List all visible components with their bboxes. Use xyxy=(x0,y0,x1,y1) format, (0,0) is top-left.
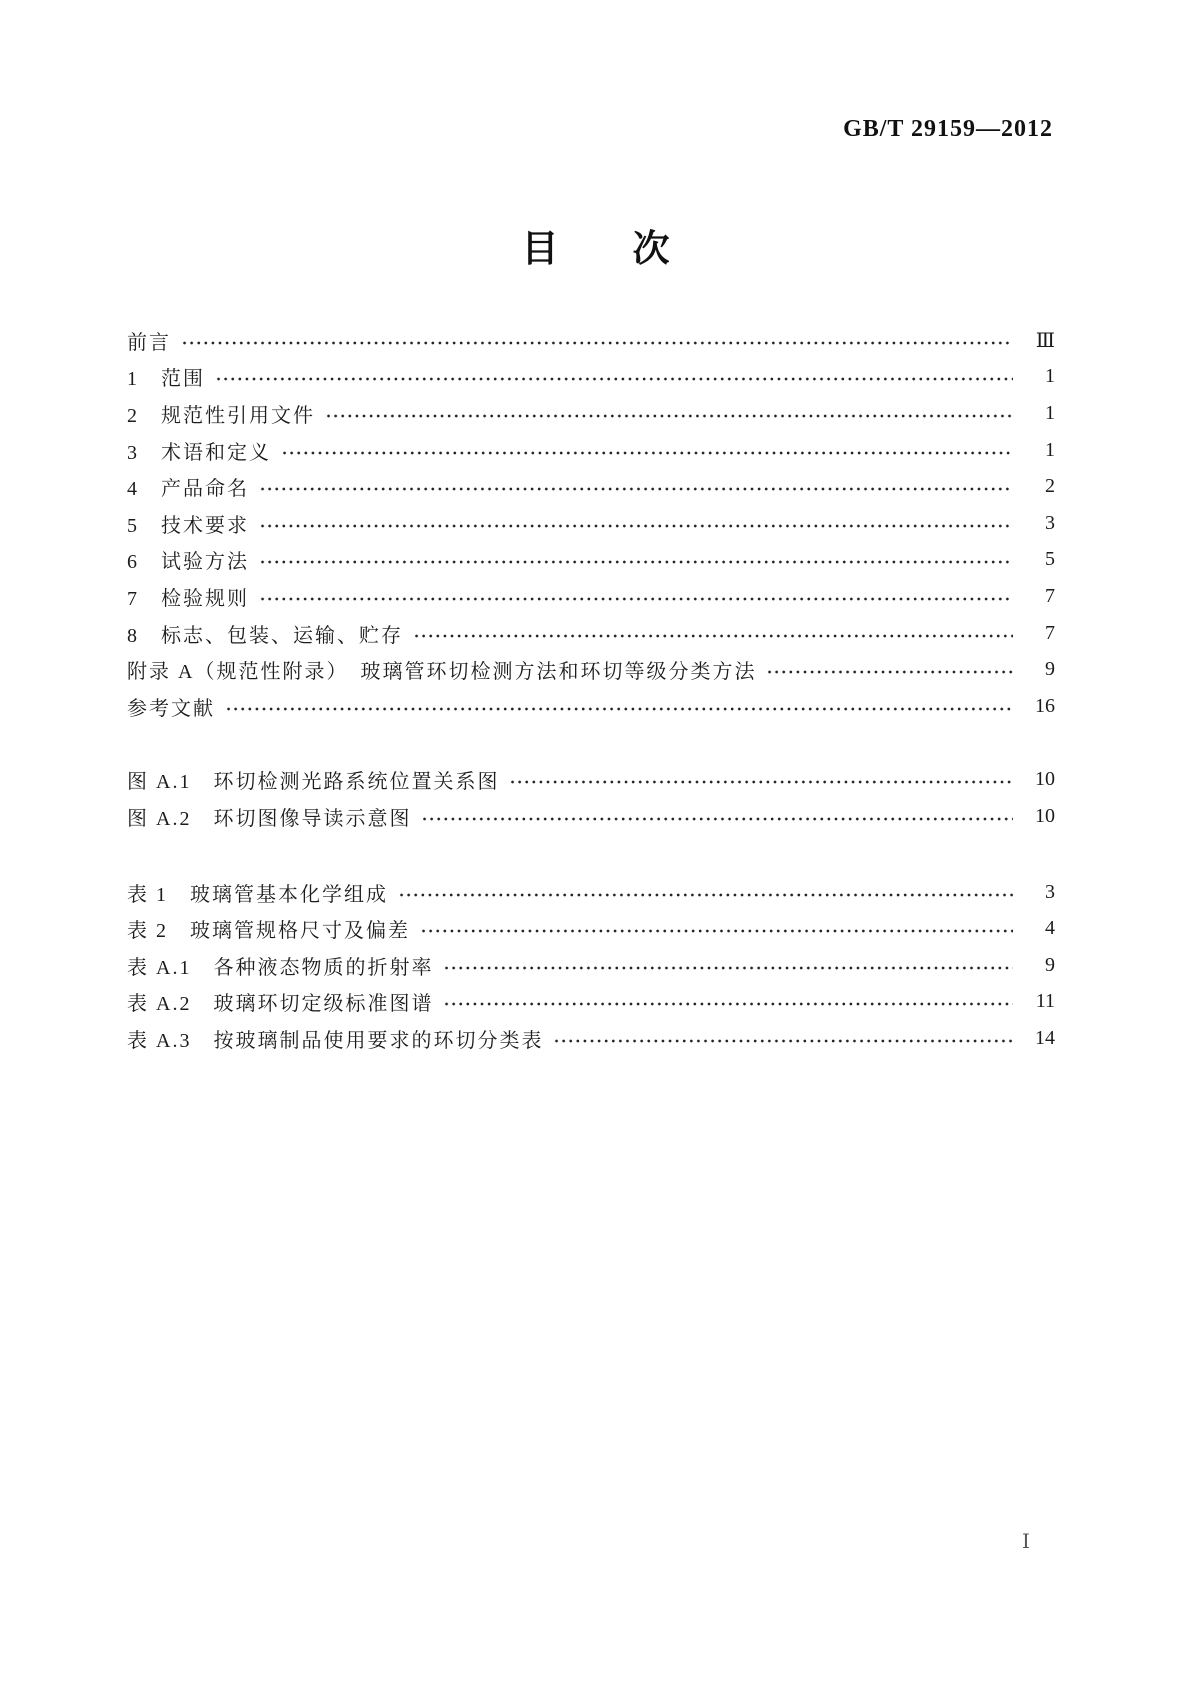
standard-code: GB/T 29159—2012 xyxy=(843,116,1053,142)
toc-entry-label: 表 1 玻璃管基本化学组成 xyxy=(127,883,388,906)
dot-leader xyxy=(398,891,1013,899)
dot-leader xyxy=(325,412,1013,420)
toc-entry-page: 16 xyxy=(1035,694,1055,717)
toc-entry-page: 2 xyxy=(1045,475,1055,498)
dot-leader xyxy=(413,632,1013,640)
toc-entry xyxy=(127,322,1055,359)
toc-entry-page: 7 xyxy=(1045,584,1055,607)
toc-entry-label: 表 A.3 按玻璃制品使用要求的环切分类表 xyxy=(127,1029,544,1052)
toc-figures-group xyxy=(127,762,1055,835)
toc-entry-page: 11 xyxy=(1035,990,1055,1013)
toc-entry-label: 图 A.1 环切检测光路系统位置关系图 xyxy=(127,771,500,794)
dot-leader xyxy=(259,522,1013,530)
dot-leader xyxy=(259,485,1013,493)
toc-entry xyxy=(127,542,1055,579)
toc-entry-label: 5 技术要求 xyxy=(127,514,249,537)
toc-entry-label: 附录 A（规范性附录） 玻璃管环切检测方法和环切等级分类方法 xyxy=(127,661,757,684)
dot-leader xyxy=(766,668,1013,676)
toc-entry xyxy=(127,468,1055,505)
toc-entry xyxy=(127,688,1055,725)
toc-entry-page: 1 xyxy=(1045,365,1055,388)
toc-entry xyxy=(127,578,1055,615)
toc-entry-page: Ⅲ xyxy=(1035,329,1055,352)
toc-entry xyxy=(127,505,1055,542)
toc-entry xyxy=(127,395,1055,432)
dot-leader xyxy=(420,927,1013,935)
dot-leader xyxy=(259,558,1013,566)
toc-entry-page: 1 xyxy=(1045,438,1055,461)
toc-entry xyxy=(127,762,1055,799)
toc-entry xyxy=(127,910,1055,947)
toc-entry-page: 5 xyxy=(1045,548,1055,571)
toc-entry xyxy=(127,984,1055,1021)
toc-entry-page: 3 xyxy=(1045,880,1055,903)
toc-entry-page: 1 xyxy=(1045,401,1055,424)
toc-entry-label: 图 A.2 环切图像导读示意图 xyxy=(127,807,412,830)
toc-entry-page: 10 xyxy=(1035,768,1055,791)
dot-leader xyxy=(225,705,1013,713)
toc-entry-label: 表 A.2 玻璃环切定级标准图谱 xyxy=(127,993,434,1016)
dot-leader xyxy=(443,1000,1013,1008)
toc-entry-page: 9 xyxy=(1045,953,1055,976)
toc-entry-label: 参考文献 xyxy=(127,697,215,720)
toc-entry xyxy=(127,947,1055,984)
dot-leader xyxy=(509,778,1013,786)
toc-main-group xyxy=(127,322,1055,725)
toc-entry xyxy=(127,874,1055,911)
toc-entry-page: 3 xyxy=(1045,511,1055,534)
dot-leader xyxy=(443,964,1013,972)
toc-entry xyxy=(127,615,1055,652)
dot-leader xyxy=(215,375,1013,383)
toc-entry-page: 10 xyxy=(1035,804,1055,827)
dot-leader xyxy=(281,449,1013,457)
toc-entry-label: 4 产品命名 xyxy=(127,478,249,501)
toc-entry xyxy=(127,1020,1055,1057)
dot-leader xyxy=(181,339,1013,347)
toc-entry-label: 3 术语和定义 xyxy=(127,441,271,464)
toc-entry-label: 7 检验规则 xyxy=(127,587,249,610)
page-title: 目 次 xyxy=(521,229,670,270)
toc-entry-label: 表 2 玻璃管规格尺寸及偏差 xyxy=(127,920,410,943)
table-of-contents xyxy=(127,322,1055,1057)
dot-leader xyxy=(553,1037,1013,1045)
toc-entry-page: 14 xyxy=(1035,1026,1055,1049)
toc-entry xyxy=(127,651,1055,688)
toc-entry-label: 前言 xyxy=(127,331,171,354)
toc-entry xyxy=(127,432,1055,469)
toc-tables-group xyxy=(127,874,1055,1057)
dot-leader xyxy=(259,595,1013,603)
toc-entry xyxy=(127,798,1055,835)
toc-entry-page: 9 xyxy=(1045,658,1055,681)
toc-entry-label: 8 标志、包装、运输、贮存 xyxy=(127,624,403,647)
toc-entry-label: 1 范围 xyxy=(127,368,205,391)
dot-leader xyxy=(421,815,1013,823)
page-number: Ⅰ xyxy=(1022,1531,1030,1553)
toc-entry xyxy=(127,359,1055,396)
toc-entry-page: 7 xyxy=(1045,621,1055,644)
toc-entry-label: 2 规范性引用文件 xyxy=(127,404,315,427)
toc-entry-page: 4 xyxy=(1045,917,1055,940)
toc-entry-label: 6 试验方法 xyxy=(127,551,249,574)
toc-entry-label: 表 A.1 各种液态物质的折射率 xyxy=(127,956,434,979)
